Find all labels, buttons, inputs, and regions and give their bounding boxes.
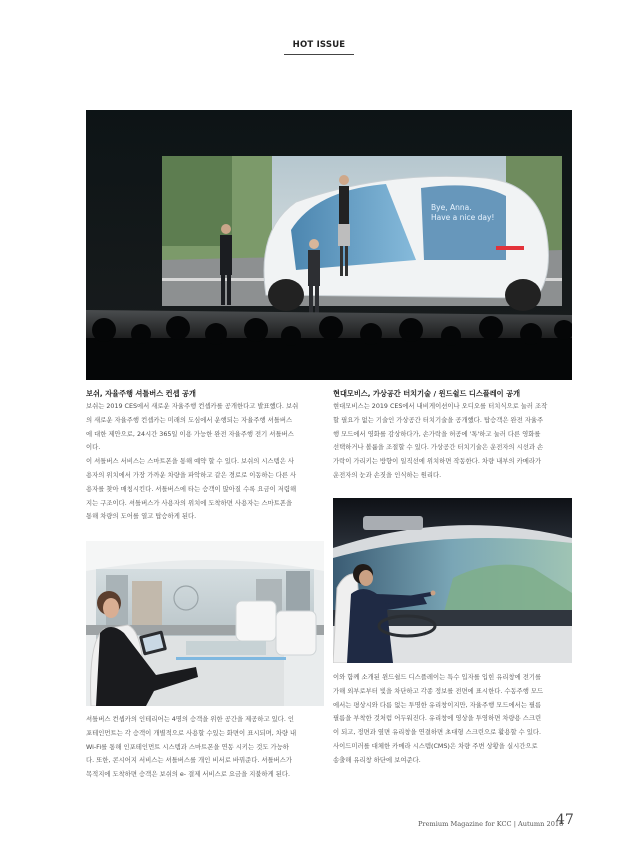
text-line: Wi-Fi를 통해 인포테인먼트 시스템과 스마트폰을 연동 시키는 것도 가능하 xyxy=(86,743,289,751)
text-line: 할 필요가 없는 기술인 가상공간 터치기술을 공개했다. 탑승객은 완전 자율주 xyxy=(333,416,544,424)
text-line: 목적지에 도착하면 승객은 보쉬의 e- 결제 서비스로 요금을 지불하게 된다. xyxy=(86,771,291,779)
text-line: 필름을 부착한 것처럼 어두워진다. 유리창에 영상을 투영하면 차량용 스크린 xyxy=(333,715,542,723)
interior-caption-right xyxy=(333,671,572,768)
page-number: 47 xyxy=(556,812,574,828)
screen-text-line1: Bye, Anna. xyxy=(431,203,472,212)
photo-windshield-display xyxy=(333,498,572,663)
text-line: 보쉬는 2019 CES에서 새로운 자율주행 컨셉카를 공개한다고 발표했다. 보쉬 xyxy=(86,403,299,410)
text-line: 현대모비스는 2019 CES에서 내비게이션이나 오디오를 터치식으로 눌러 조작 xyxy=(333,403,548,410)
article-right-body xyxy=(333,400,572,483)
text-line: 사이드미러를 대체한 카메라 시스템(CMS)은 차량 주변 상황을 실시간으로 xyxy=(333,742,538,750)
text-line: 포테인먼트는 각 승객이 개별적으로 사용할 수있는 화면이 표시되며, 차량 내 xyxy=(86,729,297,737)
text-line: 통해 차량의 도어를 열고 탑승하게 된다. xyxy=(86,513,197,521)
text-line: 송출해 유리창 하단에 보여준다. xyxy=(333,756,421,764)
article-left-body xyxy=(86,400,324,524)
text-line: 지는 구조이다. 셔틀버스가 사용자의 위치에 도착하면 사용자는 스마트폰을 xyxy=(86,499,293,507)
text-line: 선택하거나 볼륨을 조절할 수 있다. 가상공간 터치기술은 운전자의 시선과 손 xyxy=(333,444,544,452)
text-line: 이 셔틀버스 서비스는 스마트폰을 통해 예약 할 수 있다. 보쉬의 시스템은 사 xyxy=(86,458,295,466)
text-line: 에 대한 제안으로, 24시간 365일 이용 가능한 완전 자율주행 전기 셔틀버스 xyxy=(86,430,294,438)
text-line: 의 새로운 자율주행 컨셉카는 미래의 도심에서 운행되는 자율주행 셔틀버스 xyxy=(86,416,293,424)
text-line: 가해 외부로부터 빛을 차단하고 각종 정보를 전면에 표시한다. 수동주행 모드 xyxy=(333,687,544,695)
text-line: 이다. xyxy=(86,444,101,452)
screen-text-line2: Have a nice day! xyxy=(431,213,495,222)
photo-shuttle-interior xyxy=(86,541,324,706)
section-label-underline xyxy=(284,54,354,55)
text-line: 에서는 평상시와 다름 없는 투명한 유리창이지만, 자율주행 모드에서는 필름 xyxy=(333,701,542,709)
magazine-footer: Premium Magazine for KCC | Autumn 2018 xyxy=(418,820,564,828)
text-line: 셔틀버스 컨셉카의 인테리어는 4명의 승객을 위한 공간을 제공하고 있다. 인 xyxy=(86,716,295,723)
article-left-heading: 보쉬, 자율주행 셔틀버스 컨셉 공개 xyxy=(86,389,196,398)
text-line: 용자를 찾아 매칭시킨다. 셔틀버스에 타는 승객이 많아질 수록 요금이 저렴해 xyxy=(86,485,297,493)
text-line: 이 되고, 정면과 옆면 유리창을 연결하면 초대형 스크린으로 활용할 수 있다. xyxy=(333,729,542,737)
text-line: 다. 또한, 콘시어지 서비스는 셔틀버스를 개인 비서로 바꿔준다. 셔틀버스가 xyxy=(86,757,293,765)
text-line: 행 모드에서 영화를 감상하다가, 손가락을 허공에 '톡'하고 눌러 다른 영화를 xyxy=(333,430,541,438)
text-line: 운전자의 눈과 손짓을 인식하는 원리다. xyxy=(333,471,442,479)
text-line: 가락이 가리키는 방향이 일직선에 위치하면 작동한다. 차량 내부의 카메라가 xyxy=(333,458,542,466)
text-line: 이와 함께 소개된 윈드쉴드 디스플레이는 특수 입자를 입힌 유리창에 전기를 xyxy=(333,674,542,681)
article-right-heading: 현대모비스, 가상공간 터치기술 / 윈드쉴드 디스플레이 공개 xyxy=(333,389,521,398)
section-label: HOT ISSUE xyxy=(292,40,346,50)
interior-caption-left xyxy=(86,713,324,782)
hero-photo-bosch-shuttle xyxy=(86,110,572,380)
text-line: 용자의 위치에서 가장 가까운 차량을 파악하고 같은 경로로 이동하는 다른 사 xyxy=(86,471,297,479)
